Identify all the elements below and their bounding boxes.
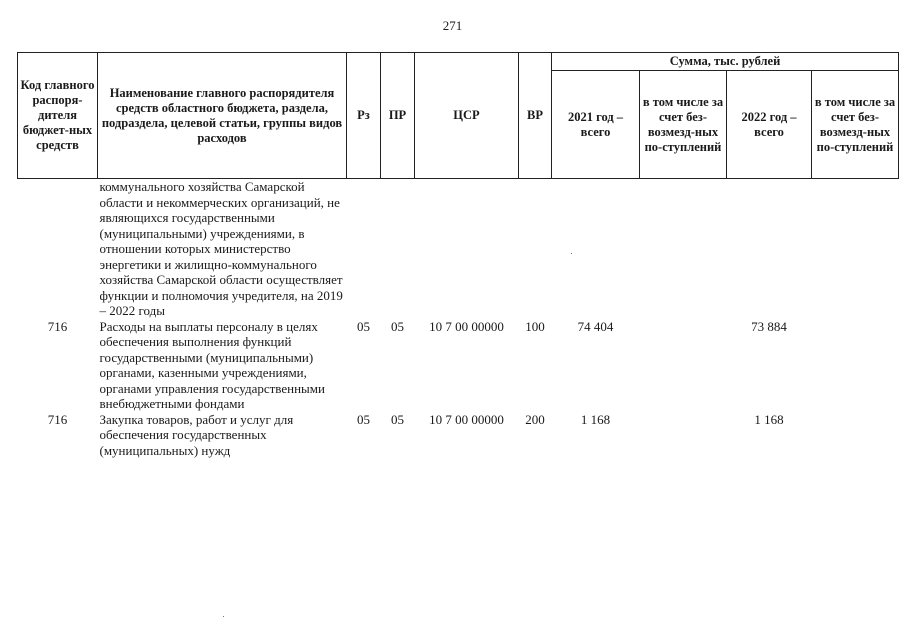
cell-2021-total: 1 168 <box>580 411 611 427</box>
cell-csr <box>415 179 519 319</box>
header-2021-grants: в том числе за счет без-возмезд-ных по-ступлений <box>640 71 727 179</box>
table-row <box>18 319 899 412</box>
cell-name: Закупка товаров, работ и услуг для обеспечения государственных (муниципальных) нужд <box>99 411 294 458</box>
cell-code: 716 <box>47 318 68 334</box>
page-number: 271 <box>442 18 463 33</box>
header-rz: Рз <box>347 53 381 179</box>
table-header <box>18 53 899 179</box>
cell-name: коммунального хозяйства Самарской области и некоммерческих организаций, не являющихся государственными (муниципальными) учреждениями, в отношении которых министерство энергетики и жилищно-коммунального хозяйства Самарской области осуществляет функции и полномочия учредителя, на 2019 – 2022 годы <box>99 179 343 318</box>
cell-2021-grants <box>640 319 727 412</box>
cell-rz: 05 <box>357 318 370 334</box>
cell-pr: 05 <box>391 411 404 427</box>
cell-vr <box>519 179 552 319</box>
cell-2022-grants <box>812 179 899 319</box>
cell-2022-total: 1 168 <box>754 411 784 427</box>
cell-code: 716 <box>47 411 68 427</box>
table-row <box>18 179 899 319</box>
table-body <box>18 179 899 459</box>
header-2022-total: 2022 год – всего <box>727 71 812 179</box>
cell-pr: 05 <box>391 318 404 334</box>
scan-speck <box>571 253 572 254</box>
cell-2022-total: 73 884 <box>751 318 787 334</box>
budget-table <box>17 52 899 458</box>
header-vr: ВР <box>519 53 552 179</box>
cell-2022-total <box>727 179 812 319</box>
cell-rz: 05 <box>357 411 370 427</box>
header-pr: ПР <box>381 53 415 179</box>
cell-2021-grants <box>640 179 727 319</box>
cell-2022-grants <box>812 412 899 459</box>
header-2022-grants: в том числе за счет без-возмезд-ных по-ступлений <box>812 71 899 179</box>
header-name: Наименование главного распорядителя средств областного бюджета, раздела, подраздела, целевой статьи, группы видов расходов <box>98 53 347 179</box>
cell-2022-grants <box>812 319 899 412</box>
cell-2021-total: 74 404 <box>577 318 614 334</box>
header-code: Код главного распоря-дителя бюджет-ных средств <box>18 53 98 179</box>
scan-speck <box>223 616 224 617</box>
header-sum: Сумма, тыс. рублей <box>552 53 899 71</box>
cell-name: Расходы на выплаты персоналу в целях обеспечения выполнения функций государственными (муниципальными) органами, казенными учреждениями, органами управления государственными внебюджетными фондами <box>99 318 325 411</box>
cell-vr: 100 <box>525 318 545 334</box>
cell-2021-total <box>552 179 640 319</box>
table-row <box>18 412 899 459</box>
cell-csr: 10 7 00 00000 <box>429 411 504 427</box>
cell-csr: 10 7 00 00000 <box>429 318 504 334</box>
header-2021-total: 2021 год – всего <box>552 71 640 179</box>
header-csr: ЦСР <box>415 53 519 179</box>
cell-rz <box>347 179 381 319</box>
cell-vr: 200 <box>525 411 545 427</box>
cell-pr <box>381 179 415 319</box>
cell-code <box>18 179 98 319</box>
cell-2021-grants <box>640 412 727 459</box>
